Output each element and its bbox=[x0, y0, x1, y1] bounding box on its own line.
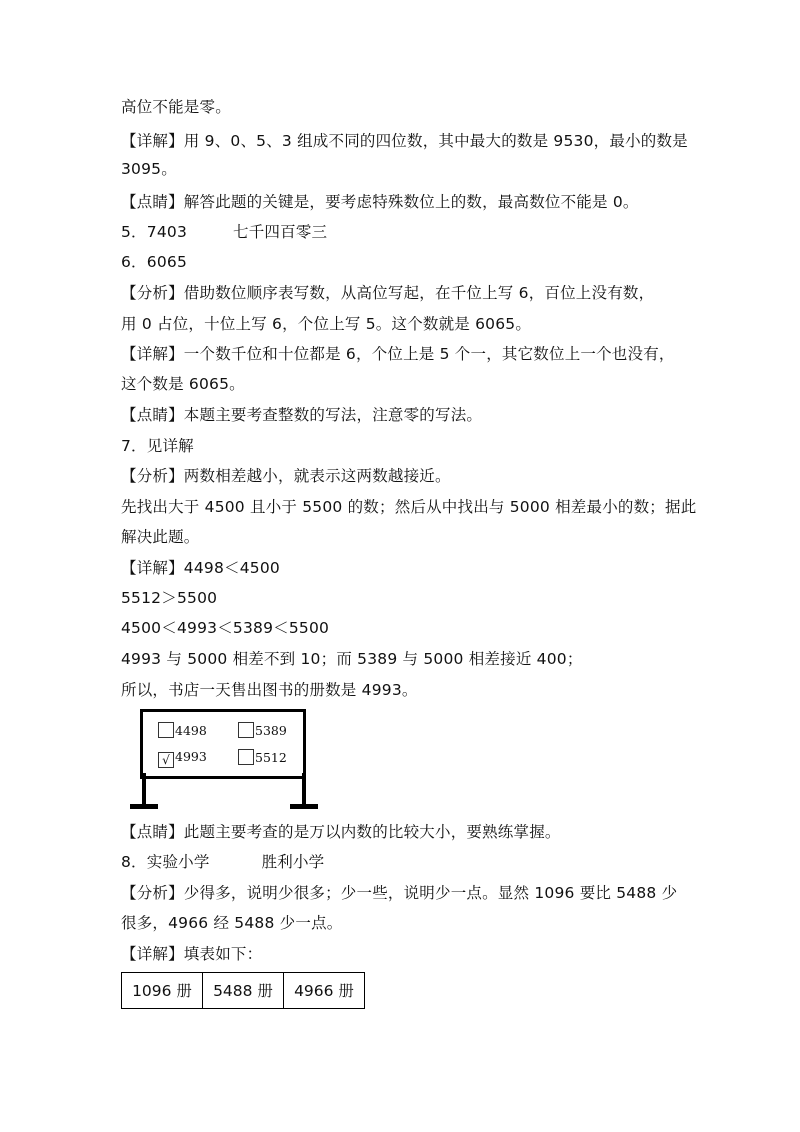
board-leg-right bbox=[302, 773, 306, 805]
text-line: 4500＜4993＜5389＜5500 bbox=[121, 619, 330, 637]
text-line: 【分析】两数相差越小，就表示这两数越接近。 bbox=[121, 467, 451, 485]
text-line: 【分析】少得多，说明少很多；少一些，说明少一点。显然 1096 要比 5488 少 bbox=[121, 884, 678, 902]
checkbox-icon bbox=[158, 722, 174, 738]
answer-board-figure bbox=[130, 709, 318, 809]
board-option-checked: √ 4993 bbox=[158, 749, 207, 768]
board-option: 4498 bbox=[158, 722, 207, 738]
text-line: 【详解】填表如下： bbox=[121, 945, 263, 963]
text-line: 用 0 占位，十位上写 6，个位上写 5。这个数就是 6065。 bbox=[121, 315, 532, 333]
text-line: 先找出大于 4500 且小于 5500 的数；然后从中找出与 5000 相差最小的数；据此 bbox=[121, 498, 697, 516]
text-line: 【点睛】本题主要考查整数的写法，注意零的写法。 bbox=[121, 406, 483, 424]
board-foot-left bbox=[130, 804, 158, 809]
answer-5-words: 七千四百零三 bbox=[233, 223, 328, 241]
board-option: 5512 bbox=[238, 749, 287, 765]
text-line: 【详解】一个数千位和十位都是 6，个位上是 5 个一，其它数位上一个也没有， bbox=[121, 345, 675, 363]
answer-table bbox=[121, 972, 365, 1009]
answer-5-number: 5．7403 bbox=[121, 223, 188, 241]
answer-6-line: 6．6065 bbox=[121, 253, 188, 271]
table-cell: 5488 册 bbox=[203, 973, 284, 1009]
table-cell: 4966 册 bbox=[284, 973, 365, 1009]
board-foot-right bbox=[290, 804, 318, 809]
text-line: 4993 与 5000 相差不到 10；而 5389 与 5000 相差接近 400； bbox=[121, 650, 583, 668]
text-line: 3095。 bbox=[121, 160, 177, 178]
text-line: 【分析】借助数位顺序表写数，从高位写起，在千位上写 6，百位上没有数， bbox=[121, 284, 655, 302]
text-line: 【详解】用 9、0、5、3 组成不同的四位数，其中最大的数是 9530，最小的数是 bbox=[121, 132, 688, 150]
text-line: 这个数是 6065。 bbox=[121, 375, 245, 393]
table-cell: 1096 册 bbox=[122, 973, 203, 1009]
text-line: 【点睛】解答此题的关键是，要考虑特殊数位上的数，最高数位不能是 0。 bbox=[121, 193, 639, 211]
answer-8-second: 胜利小学 bbox=[261, 853, 325, 871]
text-line: 高位不能是零。 bbox=[121, 98, 231, 116]
text-line: 【点睛】此题主要考查的是万以内数的比较大小，要熟练掌握。 bbox=[121, 823, 561, 841]
answer-7-line: 7．见详解 bbox=[121, 437, 194, 455]
answer-5-line bbox=[121, 222, 327, 242]
text-line: 5512＞5500 bbox=[121, 589, 218, 607]
text-line: 所以，书店一天售出图书的册数是 4993。 bbox=[121, 681, 418, 699]
text-line: 解决此题。 bbox=[121, 528, 200, 546]
board-frame bbox=[140, 709, 306, 779]
table-row bbox=[122, 973, 365, 1009]
text-line: 很多，4966 经 5488 少一点。 bbox=[121, 914, 343, 932]
text-line: 【详解】4498＜4500 bbox=[121, 559, 280, 577]
board-leg-left bbox=[142, 773, 146, 805]
answer-8-line bbox=[121, 852, 324, 872]
board-option: 5389 bbox=[238, 722, 287, 738]
answer-8-first: 8．实验小学 bbox=[121, 853, 210, 871]
checkmark-icon: √ bbox=[158, 752, 174, 768]
checkbox-icon bbox=[238, 749, 254, 765]
checkbox-icon bbox=[238, 722, 254, 738]
